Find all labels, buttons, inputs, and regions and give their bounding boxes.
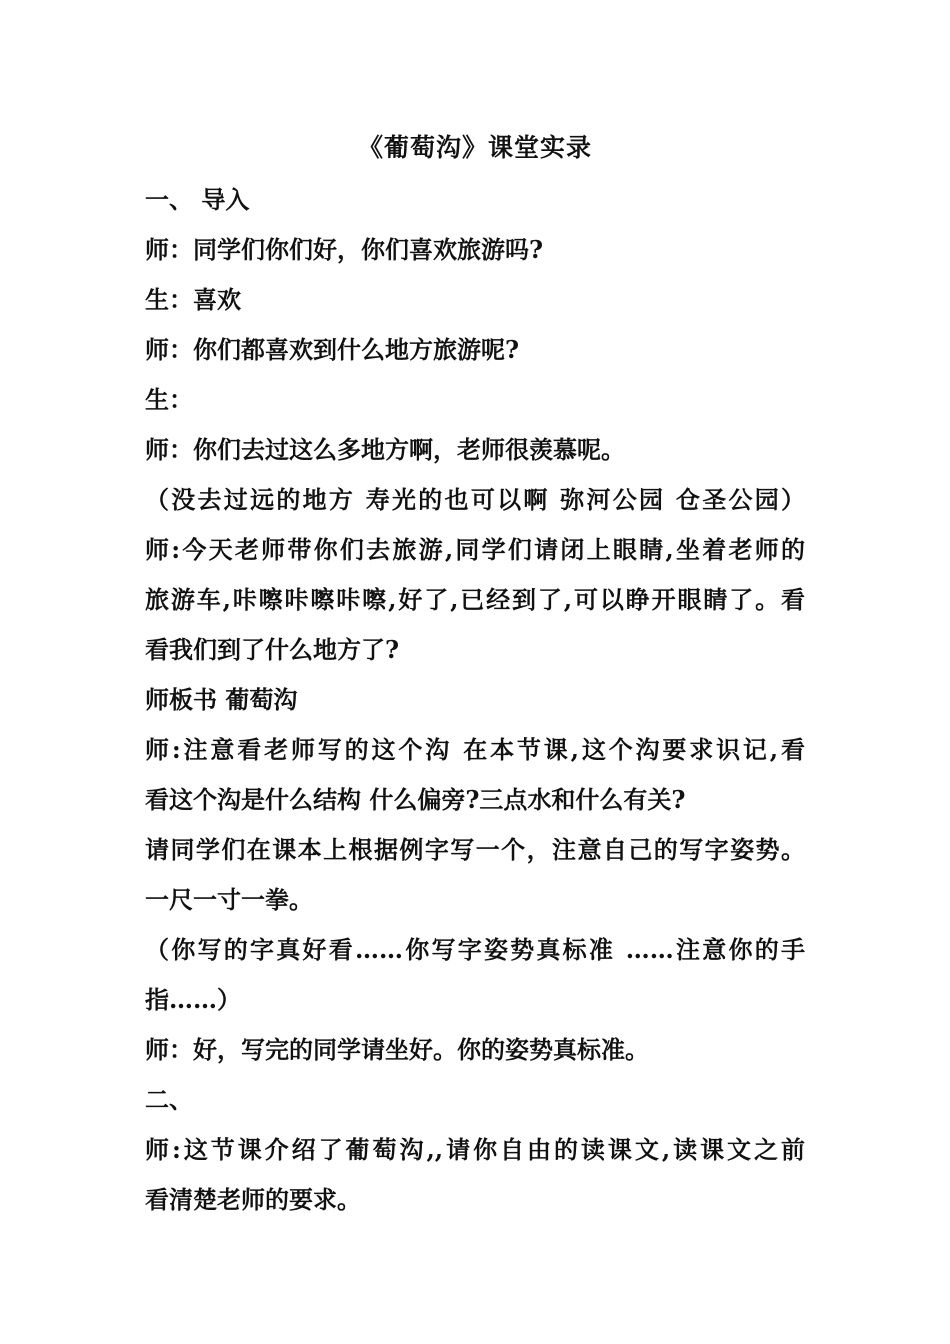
paragraph-line: 师：好，写完的同学请坐好。你的姿势真标准。: [145, 1035, 649, 1064]
paragraph-line: 看清楚老师的要求。: [145, 1185, 361, 1214]
section-heading-intro: 一、 导入: [145, 185, 250, 214]
paragraph-line: 指……）: [145, 985, 241, 1014]
paragraph-line: 师:这节课介绍了葡萄沟,,请你自由的读课文,读课文之前: [145, 1135, 805, 1164]
paragraph-line: 看我们到了什么地方了?: [145, 635, 400, 664]
paragraph-line: 一尺一寸一拳。: [145, 885, 313, 914]
paragraph-line: 师：你们都喜欢到什么地方旅游呢?: [145, 335, 520, 364]
paragraph-line: 看这个沟是什么结构 什么偏旁?三点水和什么有关?: [145, 785, 686, 814]
paragraph-line: （没去过远的地方 寿光的也可以啊 弥河公园 仓圣公园）: [145, 485, 805, 514]
paragraph-line: 请同学们在课本上根据例字写一个，注意自己的写字姿势。: [145, 835, 805, 864]
paragraph-line: 师:今天老师带你们去旅游,同学们请闭上眼睛,坐着老师的: [145, 535, 805, 564]
paragraph-line: （你写的字真好看……你写字姿势真标准 ……注意你的手: [145, 935, 805, 964]
paragraph-line: 师：同学们你们好，你们喜欢旅游吗?: [145, 235, 544, 264]
paragraph-line: 师:注意看老师写的这个沟 在本节课,这个沟要求识记,看: [145, 735, 805, 764]
paragraph-line: 师板书 葡萄沟: [145, 685, 298, 714]
paragraph-line: 生：: [145, 385, 193, 414]
document-title: 《葡萄沟》课堂实录: [357, 133, 592, 162]
paragraph-line: 旅游车,咔嚓咔嚓咔嚓,好了,已经到了,可以睁开眼睛了。看: [145, 585, 805, 614]
section-heading-two: 二、: [145, 1085, 193, 1114]
paragraph-line: 师：你们去过这么多地方啊，老师很羡慕呢。: [145, 435, 625, 464]
paragraph-line: 生：喜欢: [145, 285, 241, 314]
